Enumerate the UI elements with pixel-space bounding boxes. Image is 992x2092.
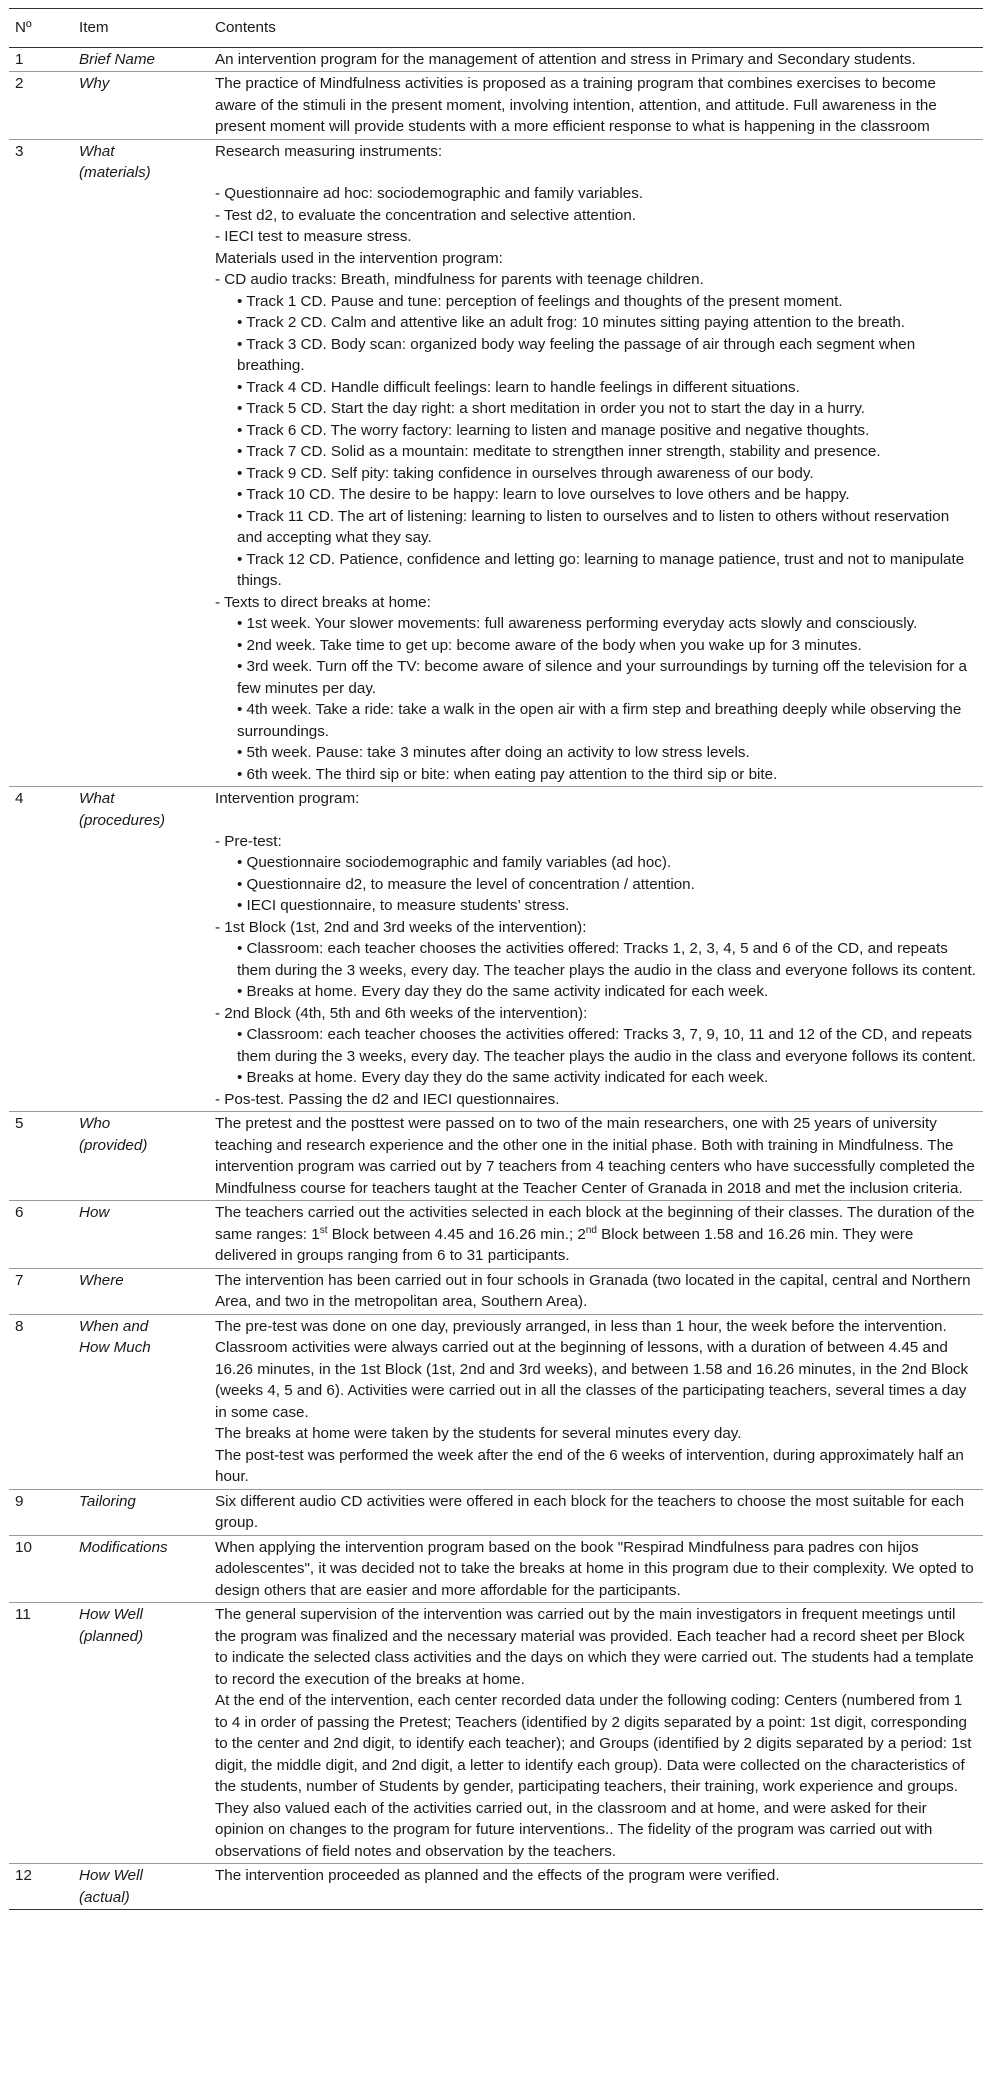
content-fragment: Block between 4.45 and 16.26 min.; 2 [327, 1225, 586, 1243]
table-row [9, 47, 983, 72]
row-item-line: Why [79, 75, 110, 92]
bullet-line: • 5th week. Pause: take 3 minutes after doing an activity to low stress levels. [237, 744, 750, 761]
content-line: Intervention program: [215, 790, 360, 807]
row-item [73, 1268, 209, 1314]
bullet-line: • 6th week. The third sip or bite: when eating pay attention to the third sip or bite. [237, 765, 778, 783]
bullet-line: • Breaks at home. Every day they do the same activity indicated for each week. [237, 983, 769, 1000]
content-line: - 1st Block (1st, 2nd and 3rd weeks of the intervention): [215, 918, 587, 936]
row-contents [209, 1489, 983, 1535]
row-contents [209, 1201, 983, 1269]
row-contents [209, 72, 983, 140]
bullet-line: • 1st week. Your slower movements: full awareness performing everyday acts slowly and consciously. [237, 615, 918, 632]
table-row [9, 1201, 983, 1269]
row-item-line: What [79, 790, 115, 807]
row-item-line: Brief Name [79, 50, 155, 68]
row-number: 7 [9, 1268, 73, 1314]
row-item-line: How Much [79, 1339, 151, 1356]
bullet-line: • Classroom: each teacher chooses the activities offered: Tracks 3, 7, 9, 10, 11 and 12 of the CD, and repeats them during the 3 weeks, every day. The teacher plays the audio in the class and everyone follows its content. [237, 1026, 976, 1065]
row-item-line: (materials) [79, 164, 151, 181]
row-number: 10 [9, 1535, 73, 1603]
content-line: - Pos-test. Passing the d2 and IECI questionnaires. [215, 1090, 560, 1108]
content-line: At the end of the intervention, each center recorded data under the following coding: Centers (numbered from 1 to 4 in order of passing the Pretest; Teachers (identified by 2 digits separated by a point: 1st digit, corresponding to the center and 2nd digit, to identify each teacher); and Groups (identified by 2 digits separated by a period: 1st digit, the middle digit, and 2nd digit, a letter to identify each group). Data were collected on the characteristics of the students, number of Students by gender, participating teachers, their training, work experience and groups. They also valued each of the activities carried out, in the classroom and at home, and were asked for their opinion on changes to the program for future interventions.. The fidelity of the program was carried out with observations of field notes and observation by the teachers. [215, 1692, 972, 1860]
row-item [73, 1201, 209, 1269]
bullet-line: • Questionnaire d2, to measure the level of concentration / attention. [237, 875, 695, 893]
content-line: The general supervision of the intervention was carried out by the main investigators in frequent meetings until the program was finalized and the necessary material was provided. Each teacher had a record sheet per Block to indicate the selected class activities and the days on which they were carried out. The students had a template to record the execution of the breaks at home. [215, 1606, 974, 1688]
row-contents [209, 1268, 983, 1314]
content-line: The pre-test was done on one day, previously arranged, in less than 1 hour, the week before the intervention. Classroom activities were always carried out at the beginning of lessons, with a duration of between 4.45 and 16.26 minutes, in the 1st Block (1st, 2nd and 3rd weeks), and between 1.58 and 16.26 minutes, in the 2nd Block (weeks 4, 5 and 6). Activities were carried out in all the classes of the participating teachers, several times a day in some case. [215, 1317, 969, 1421]
row-number: 9 [9, 1489, 73, 1535]
content-line: The practice of Mindfulness activities is proposed as a training program that combines exercises to become aware of the stimuli in the present moment, involving intention, attention, and attitude. Full awareness in the present moment will provide students with a more efficient response to what is happening in the classroom [215, 75, 937, 135]
blank-line [215, 162, 977, 183]
header-row [9, 9, 983, 48]
row-item [73, 1535, 209, 1603]
bullet-line: • Track 12 CD. Patience, confidence and letting go: learning to manage patience, trust and not to manipulate things. [237, 550, 965, 589]
bullet-line: • Track 11 CD. The art of listening: learning to listen to ourselves and to listen to others without reservation and accepting what they say. [237, 507, 950, 546]
content-line: The intervention has been carried out in four schools in Granada (two located in the capital, central and Northern Area, and two in the metropolitan area, Southern Area). [215, 1271, 971, 1310]
row-number: 4 [9, 787, 73, 1112]
bullet-line: • 3rd week. Turn off the TV: become aware of silence and your surroundings by turning off the television for a few minutes per day. [237, 658, 967, 697]
header-item: Item [73, 9, 209, 48]
bullet-line: • Track 4 CD. Handle difficult feelings: learn to handle feelings in different situations. [237, 378, 800, 396]
table-body [9, 47, 983, 1910]
content-line: - Test d2, to evaluate the concentration and selective attention. [215, 206, 637, 224]
row-contents [209, 1314, 983, 1489]
table-row [9, 72, 983, 140]
row-number: 6 [9, 1201, 73, 1269]
header-contents: Contents [209, 9, 983, 48]
row-item-line: How Well [79, 1867, 143, 1884]
row-number: 5 [9, 1112, 73, 1201]
content-line: The pretest and the posttest were passed on to two of the main researchers, one with 25 years of university teaching and research experience and the other one in the initial phase. Both with training in Mindfulness. The intervention program was carried out by 7 teachers from 4 teaching centers who have successfully completed the Mindfulness course for teachers taught at the Teacher Center of Granada in 2018 and met the inclusion criteria. [215, 1115, 975, 1197]
bullet-line: • 4th week. Take a ride: take a walk in the open air with a firm step and breathing deeply while observing the surroundings. [237, 701, 962, 740]
content-line: When applying the intervention program based on the book "Respirad Mindfulness para padres con hijos adolescentes", it was decided not to take the breaks at home in this program due to their complexity. We opted to design others that are easier and more affordable for the participants. [215, 1538, 974, 1599]
table-row [9, 1535, 983, 1603]
content-fragment: Block between 1.58 and 16.26 min. They were delivered in groups ranging from 6 to 31 participants. [215, 1225, 914, 1264]
content-line: Research measuring instruments: [215, 142, 443, 160]
content-line: Six different audio CD activities were offered in each block for the teachers to choose the most suitable for each group. [215, 1492, 965, 1531]
bullet-line: • Classroom: each teacher chooses the activities offered: Tracks 1, 2, 3, 4, 5 and 6 of the CD, and repeats them during the 3 weeks, every day. The teacher plays the audio in the class and everyone follows its content. [237, 940, 976, 979]
table-row [9, 1314, 983, 1489]
intervention-table [9, 8, 983, 1910]
table-row [9, 139, 983, 787]
row-item-line: When and [79, 1317, 149, 1335]
table-row [9, 1864, 983, 1910]
row-item [73, 47, 209, 72]
row-item-line: Tailoring [79, 1492, 136, 1510]
row-item-line: Where [79, 1271, 124, 1289]
content-line: The intervention proceeded as planned and the effects of the program were verified. [215, 1867, 780, 1884]
row-item [73, 139, 209, 787]
bullet-line: • Track 10 CD. The desire to be happy: learn to love ourselves to love others and be happy. [237, 486, 850, 503]
bullet-line: • Track 7 CD. Solid as a mountain: meditate to strengthen inner strength, stability and presence. [237, 443, 881, 460]
row-contents [209, 47, 983, 72]
row-item-line: (procedures) [79, 811, 166, 829]
row-contents [209, 1535, 983, 1603]
row-item [73, 1314, 209, 1489]
table-row [9, 1112, 983, 1201]
table-row [9, 787, 983, 1112]
table-row [9, 1603, 983, 1864]
bullet-line: • Track 9 CD. Self pity: taking confidence in ourselves through awareness of our body. [237, 464, 814, 482]
row-item [73, 1489, 209, 1535]
row-item-line: How Well [79, 1606, 143, 1623]
row-item-line: How [79, 1204, 110, 1221]
row-number: 2 [9, 72, 73, 140]
row-item [73, 1603, 209, 1864]
row-contents [209, 1864, 983, 1910]
ordinal-suffix: nd [585, 1224, 597, 1236]
content-line: Materials used in the intervention program: [215, 249, 503, 267]
bullet-line: • Breaks at home. Every day they do the same activity indicated for each week. [237, 1069, 769, 1086]
content-line: An intervention program for the management of attention and stress in Primary and Secondary students. [215, 50, 916, 68]
row-item [73, 72, 209, 140]
row-contents [209, 1112, 983, 1201]
content-line: - Pre-test: [215, 832, 282, 850]
row-contents [209, 787, 983, 1112]
row-number: 12 [9, 1864, 73, 1910]
row-item-line: (provided) [79, 1136, 148, 1154]
content-line: The post-test was performed the week after the end of the 6 weeks of intervention, during approximately half an hour. [215, 1446, 964, 1485]
bullet-line: • Track 3 CD. Body scan: organized body way feeling the passage of air through each segment when breathing. [237, 335, 916, 374]
row-item-line: (planned) [79, 1627, 144, 1645]
row-number: 3 [9, 139, 73, 787]
content-line: - Texts to direct breaks at home: [215, 593, 431, 611]
row-item [73, 1864, 209, 1910]
row-item-line: (actual) [79, 1888, 130, 1906]
bullet-line: • 2nd week. Take time to get up: become aware of the body when you wake up for 3 minutes. [237, 636, 862, 654]
header-number: Nº [9, 9, 73, 48]
row-number: 8 [9, 1314, 73, 1489]
row-item [73, 1112, 209, 1201]
row-item [73, 787, 209, 1112]
bullet-line: • Track 5 CD. Start the day right: a short meditation in order you not to start the day in a hurry. [237, 400, 866, 417]
content-line [215, 1202, 977, 1267]
row-item-line: What [79, 142, 115, 160]
bullet-line: • IECI questionnaire, to measure students’ stress. [237, 897, 570, 914]
row-contents [209, 139, 983, 787]
bullet-line: • Track 6 CD. The worry factory: learning to listen and manage positive and negative thoughts. [237, 421, 870, 439]
bullet-line: • Questionnaire sociodemographic and family variables (ad hoc). [237, 854, 672, 871]
row-contents [209, 1603, 983, 1864]
table-row [9, 1268, 983, 1314]
content-line: - Questionnaire ad hoc: sociodemographic and family variables. [215, 185, 644, 202]
row-item-line: Who [79, 1115, 111, 1132]
row-number: 11 [9, 1603, 73, 1864]
row-number: 1 [9, 47, 73, 72]
table-row [9, 1489, 983, 1535]
content-line: - IECI test to measure stress. [215, 228, 412, 245]
bullet-line: • Track 2 CD. Calm and attentive like an adult frog: 10 minutes sitting paying attention to the breath. [237, 314, 906, 331]
content-fragment: The teachers carried out the activities selected in each block at the beginning of their classes. The duration of the same ranges: 1 [215, 1204, 975, 1243]
table-header [9, 9, 983, 48]
blank-line [215, 810, 977, 831]
content-line: - CD audio tracks: Breath, mindfulness for parents with teenage children. [215, 271, 704, 288]
bullet-line: • Track 1 CD. Pause and tune: perception of feelings and thoughts of the present moment. [237, 292, 843, 310]
row-item-line: Modifications [79, 1538, 168, 1556]
content-line: The breaks at home were taken by the students for several minutes every day. [215, 1425, 742, 1442]
content-line: - 2nd Block (4th, 5th and 6th weeks of the intervention): [215, 1004, 588, 1022]
ordinal-suffix: st [319, 1224, 328, 1236]
